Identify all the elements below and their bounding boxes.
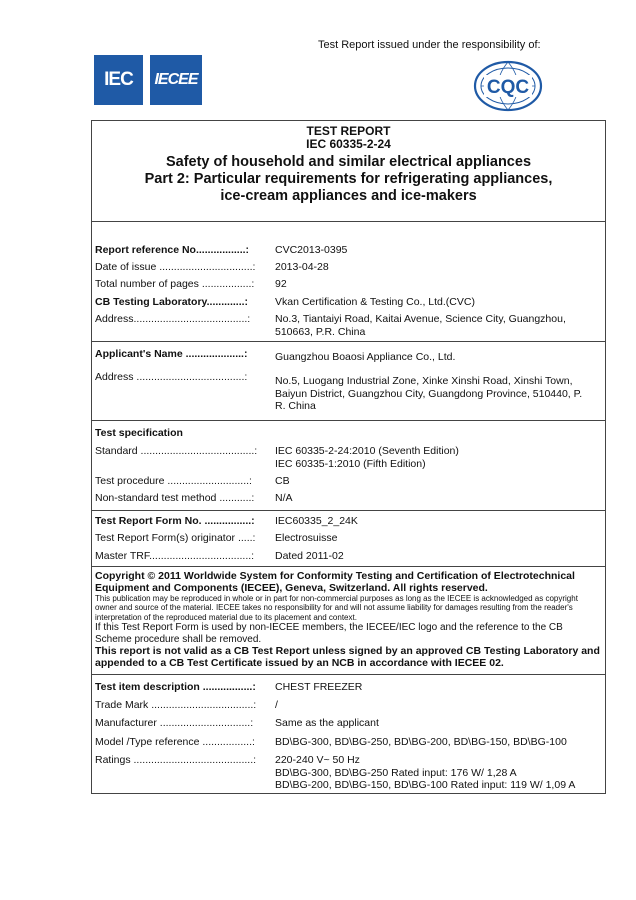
non-iecee-notice: If this Test Report Form is used by non-IECEE members, the IECEE/IEC logo and the reference to the CB Scheme procedure shall be removed. bbox=[95, 622, 563, 645]
report-part-cont: ice-cream appliances and ice-makers bbox=[220, 188, 477, 204]
test-item-section bbox=[92, 675, 605, 792]
date-value: 2013-04-28 bbox=[275, 261, 329, 273]
cqc-logo bbox=[473, 60, 543, 112]
trf-master-value: Dated 2011-02 bbox=[275, 550, 344, 562]
item-desc-label: Test item description .................: bbox=[95, 681, 256, 693]
ratings-value bbox=[275, 754, 605, 792]
report-title: TEST REPORT bbox=[306, 124, 391, 138]
lab-address-label: Address.......................................: bbox=[95, 313, 251, 325]
trf-form-value: IEC60335_2_24K bbox=[275, 515, 358, 527]
applicant-name-value: Guangzhou Boaosi Appliance Co., Ltd. bbox=[275, 351, 456, 363]
pages-row bbox=[92, 278, 605, 296]
report-title-block bbox=[92, 121, 605, 222]
ratings-value-2: BD\BG-300, BD\BG-250 Rated input: 176 W/ 1,28 A bbox=[275, 766, 517, 779]
report-standard: IEC 60335-2-24 bbox=[306, 137, 391, 151]
ratings-row bbox=[92, 754, 605, 792]
applicant-address-value: No.5, Luogang Industrial Zone, Xinke Xinshi Road, Xinshi Town, Baiyun District, Guangzhou City, Guangdong Province, 510440, P. R. China bbox=[275, 375, 583, 412]
iec-logo: IEC bbox=[94, 55, 143, 105]
pages-label: Total number of pages .................: bbox=[95, 278, 255, 290]
report-part: Part 2: Particular requirements for refrigerating appliances, bbox=[144, 171, 553, 187]
lab-row bbox=[92, 296, 605, 313]
report-ref-row bbox=[92, 244, 605, 261]
trf-form-label: Test Report Form No. ................: bbox=[95, 515, 255, 527]
manufacturer-label: Manufacturer ...............................: bbox=[95, 717, 254, 729]
procedure-row bbox=[92, 475, 605, 492]
ratings-value-3: BD\BG-200, BD\BG-150, BD\BG-100 Rated input: 119 W/ 1,09 A bbox=[275, 779, 576, 791]
copyright-statement: Copyright © 2011 Worldwide System for Conformity Testing and Certification of Electrotechnical Equipment and Components (IECEE), Geneva, Switzerland. All rights reserved. bbox=[95, 570, 575, 594]
cqc-logo-text: CQC bbox=[486, 77, 530, 98]
validity-notice: This report is not valid as a CB Test Report unless signed by an approved CB Testing Laboratory and appended to a CB Test Certificate issued by an NCB in accordance with IECEE 02. bbox=[95, 645, 600, 670]
copyright-section bbox=[92, 567, 605, 675]
standard-label: Standard .......................................: bbox=[95, 445, 258, 457]
lab-address-value: No.3, Tiantaiyi Road, Kaitai Avenue, Science City, Guangzhou, 510663, P.R. China bbox=[275, 313, 566, 338]
applicant-section bbox=[92, 342, 605, 421]
test-specification-section bbox=[92, 421, 605, 511]
report-subject: Safety of household and similar electrical appliances bbox=[165, 154, 532, 170]
date-label: Date of issue ................................: bbox=[95, 261, 256, 273]
trademark-row bbox=[92, 699, 605, 717]
iecee-logo: IECEE bbox=[150, 55, 202, 105]
model-row bbox=[92, 736, 605, 754]
item-desc-value: CHEST FREEZER bbox=[275, 681, 363, 693]
report-info-section bbox=[92, 222, 605, 342]
trf-master-row bbox=[92, 550, 605, 563]
standard-row bbox=[92, 443, 605, 475]
procedure-value: CB bbox=[275, 475, 290, 487]
test-spec-heading: Test specification bbox=[95, 427, 183, 439]
model-label: Model /Type reference .................: bbox=[95, 736, 255, 748]
trf-originator-value: Electrosuisse bbox=[275, 532, 338, 544]
pages-value: 92 bbox=[275, 278, 287, 290]
date-row bbox=[92, 261, 605, 278]
standard-value-2: IEC 60335-1:2010 (Fifth Edition) bbox=[275, 457, 426, 470]
trf-master-label: Master TRF...................................: bbox=[95, 550, 255, 562]
trf-originator-row bbox=[92, 532, 605, 550]
ratings-label: Ratings .........................................: bbox=[95, 754, 257, 766]
applicant-address-row bbox=[92, 371, 605, 413]
standard-value-1: IEC 60335-2-24:2010 (Seventh Edition) bbox=[275, 445, 459, 457]
manufacturer-row bbox=[92, 717, 605, 736]
nonstandard-row bbox=[92, 492, 605, 505]
lab-value: Vkan Certification & Testing Co., Ltd.(CVC) bbox=[275, 296, 475, 308]
applicant-name-row bbox=[92, 348, 605, 371]
ratings-value-1: 220-240 V~ 50 Hz bbox=[275, 754, 360, 766]
report-ref-label: Report reference No.................: bbox=[95, 244, 250, 256]
item-desc-row bbox=[92, 681, 605, 699]
applicant-address-label: Address .....................................: bbox=[95, 371, 248, 383]
standard-value bbox=[275, 445, 605, 475]
trf-form-row bbox=[92, 515, 605, 532]
issued-under-text: Test Report issued under the responsibility of: bbox=[318, 39, 541, 51]
nonstandard-value: N/A bbox=[275, 492, 293, 504]
manufacturer-value: Same as the applicant bbox=[275, 717, 379, 729]
trademark-value: / bbox=[275, 699, 278, 711]
procedure-label: Test procedure ............................: bbox=[95, 475, 252, 487]
trademark-label: Trade Mark ...................................: bbox=[95, 699, 257, 711]
trf-originator-label: Test Report Form(s) originator .....: bbox=[95, 532, 256, 544]
test-report-frame bbox=[91, 120, 606, 794]
report-ref-value: CVC2013-0395 bbox=[275, 244, 348, 256]
nonstandard-label: Non-standard test method ...........: bbox=[95, 492, 255, 504]
reproduction-notice: This publication may be reproduced in whole or in part for non-commercial purposes as long as the IECEE is acknowledged as copyright owner and source of the material. IECEE takes no responsibility for and will not assume liability for damages resulting from the reader's interpretation of the reproduced material due to its placement and context. bbox=[95, 594, 578, 622]
lab-address-row bbox=[92, 313, 605, 338]
trf-section bbox=[92, 511, 605, 567]
model-value: BD\BG-300, BD\BG-250, BD\BG-200, BD\BG-150, BD\BG-100 bbox=[275, 736, 567, 748]
applicant-name-label: Applicant's Name ....................: bbox=[95, 348, 248, 360]
lab-label: CB Testing Laboratory.............: bbox=[95, 296, 249, 308]
